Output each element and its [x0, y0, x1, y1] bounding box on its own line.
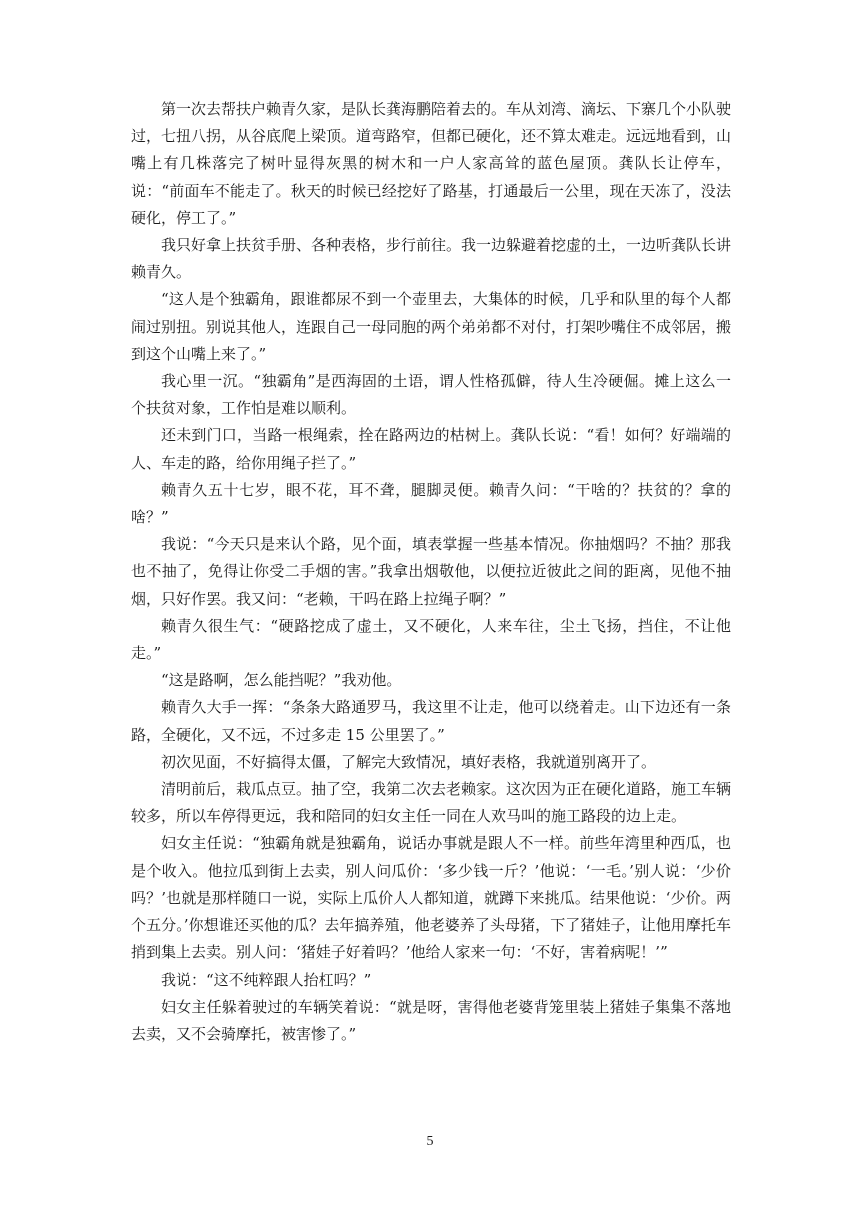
paragraph-6: 赖青久五十七岁，眼不花，耳不聋，腿脚灵便。赖青久问：“干啥的？扶贫的？拿的啥？”: [131, 480, 731, 527]
paragraph-12: 清明前后，栽瓜点豆。抽了空，我第二次去老赖家。这次因为正在硬化道路，施工车辆较多，所以车停得更远，我和陪同的妇女主任一同在人欢马叫的施工路段的边上走。: [131, 780, 732, 826]
paragraph-11: 初次见面，不好搞得太僵，了解完大致情况，填好表格，我就道别离开了。: [161, 752, 657, 771]
paragraph-8: 赖青久很生气：“硬路挖成了虚土，又不硬化，人来车往，尘土飞扬，挡住，不让他走。”: [131, 616, 731, 663]
paragraph-9: “这是路啊，怎么能挡呢？”我劝他。: [161, 671, 402, 690]
paragraph-1: 第一次去帮扶户赖青久家，是队长龚海鹏陪着去的。车从刘湾、滴坛、下寨几个小队驶过，七扭八拐，从谷底爬上梁顶。道弯路窄，但都已硬化，还不算太难走。远远地看到，山嘴上有几株落完了树叶显得灰黑的树木和一户人家高耸的蓝色屋顶。龚队长让停车，说：“前面车不能走了。秋天的时候已经挖好了路基，打通最后一公里，现在天冻了，没法硬化，停工了。”: [131, 100, 732, 227]
paragraph-7: 我说：“今天只是来认个路，见个面，填表掌握一些基本情况。你抽烟吗？不抽？那我也不抽了，免得让你受二手烟的害。”我拿出烟敬他，以便拉近彼此之间的距离，见他不抽烟，只好作罢。我又问：“老赖，干吗在路上拉绳子啊？”: [131, 535, 731, 608]
paragraph-10: 赖青久大手一挥：“条条大路通罗马，我这里不让走，他可以绕着走。山下边还有一条路，全硬化，又不远，不过多走 15 公里罢了。”: [131, 698, 731, 744]
paragraph-15: 妇女主任躲着驶过的车辆笑着说：“就是呀，害得他老婆背笼里装上猪娃子集集不落地去卖，又不会骑摩托，被害惨了。”: [131, 997, 731, 1043]
page-number: 5: [426, 1134, 434, 1149]
paragraph-13: 妇女主任说：“独霸角就是独霸角，说话办事就是跟人不一样。前些年湾里种西瓜，也是个收入。他拉瓜到街上去卖，别人问瓜价：‘多少钱一斤？’他说：‘一毛。’别人说：‘少价吗？’也就是那样随口一说，实际上瓜价人人都知道，就蹲下来挑瓜。结果他说：‘少价。两个五分。’你想谁还买他的瓜？去年搞养殖，他老婆养了头母猪，下了猪娃子，让他用摩托车捎到集上去卖。别人问：‘猪娃子好着吗？’他给人家来一句：‘不好，害着病呢！’”: [131, 834, 731, 962]
paragraph-4: 我心里一沉。“独霸角”是西海固的土语，谓人性格孤僻，待人生冷硬倔。摊上这么一个扶贫对象，工作怕是难以顺利。: [131, 372, 731, 418]
paragraph-5: 还未到门口，当路一根绳索，拴在路两边的枯树上。龚队长说：“看！如何？好端端的人、车走的路，给你用绳子拦了。”: [131, 426, 731, 472]
paragraph-3: “这人是个独霸角，跟谁都尿不到一个壶里去，大集体的时候，几乎和队里的每个人都闹过别扭。别说其他人，连跟自己一母同胞的两个弟弟都不对付，打架吵嘴住不成邻居，搬到这个山嘴上来了。”: [131, 290, 732, 363]
paragraph-14: 我说：“这不纯粹跟人抬杠吗？”: [161, 970, 372, 989]
body-text: [131, 96, 731, 1048]
paragraph-2: 我只好拿上扶贫手册、各种表格，步行前往。我一边躲避着挖虚的土，一边听龚队长讲赖青久。: [131, 236, 732, 282]
